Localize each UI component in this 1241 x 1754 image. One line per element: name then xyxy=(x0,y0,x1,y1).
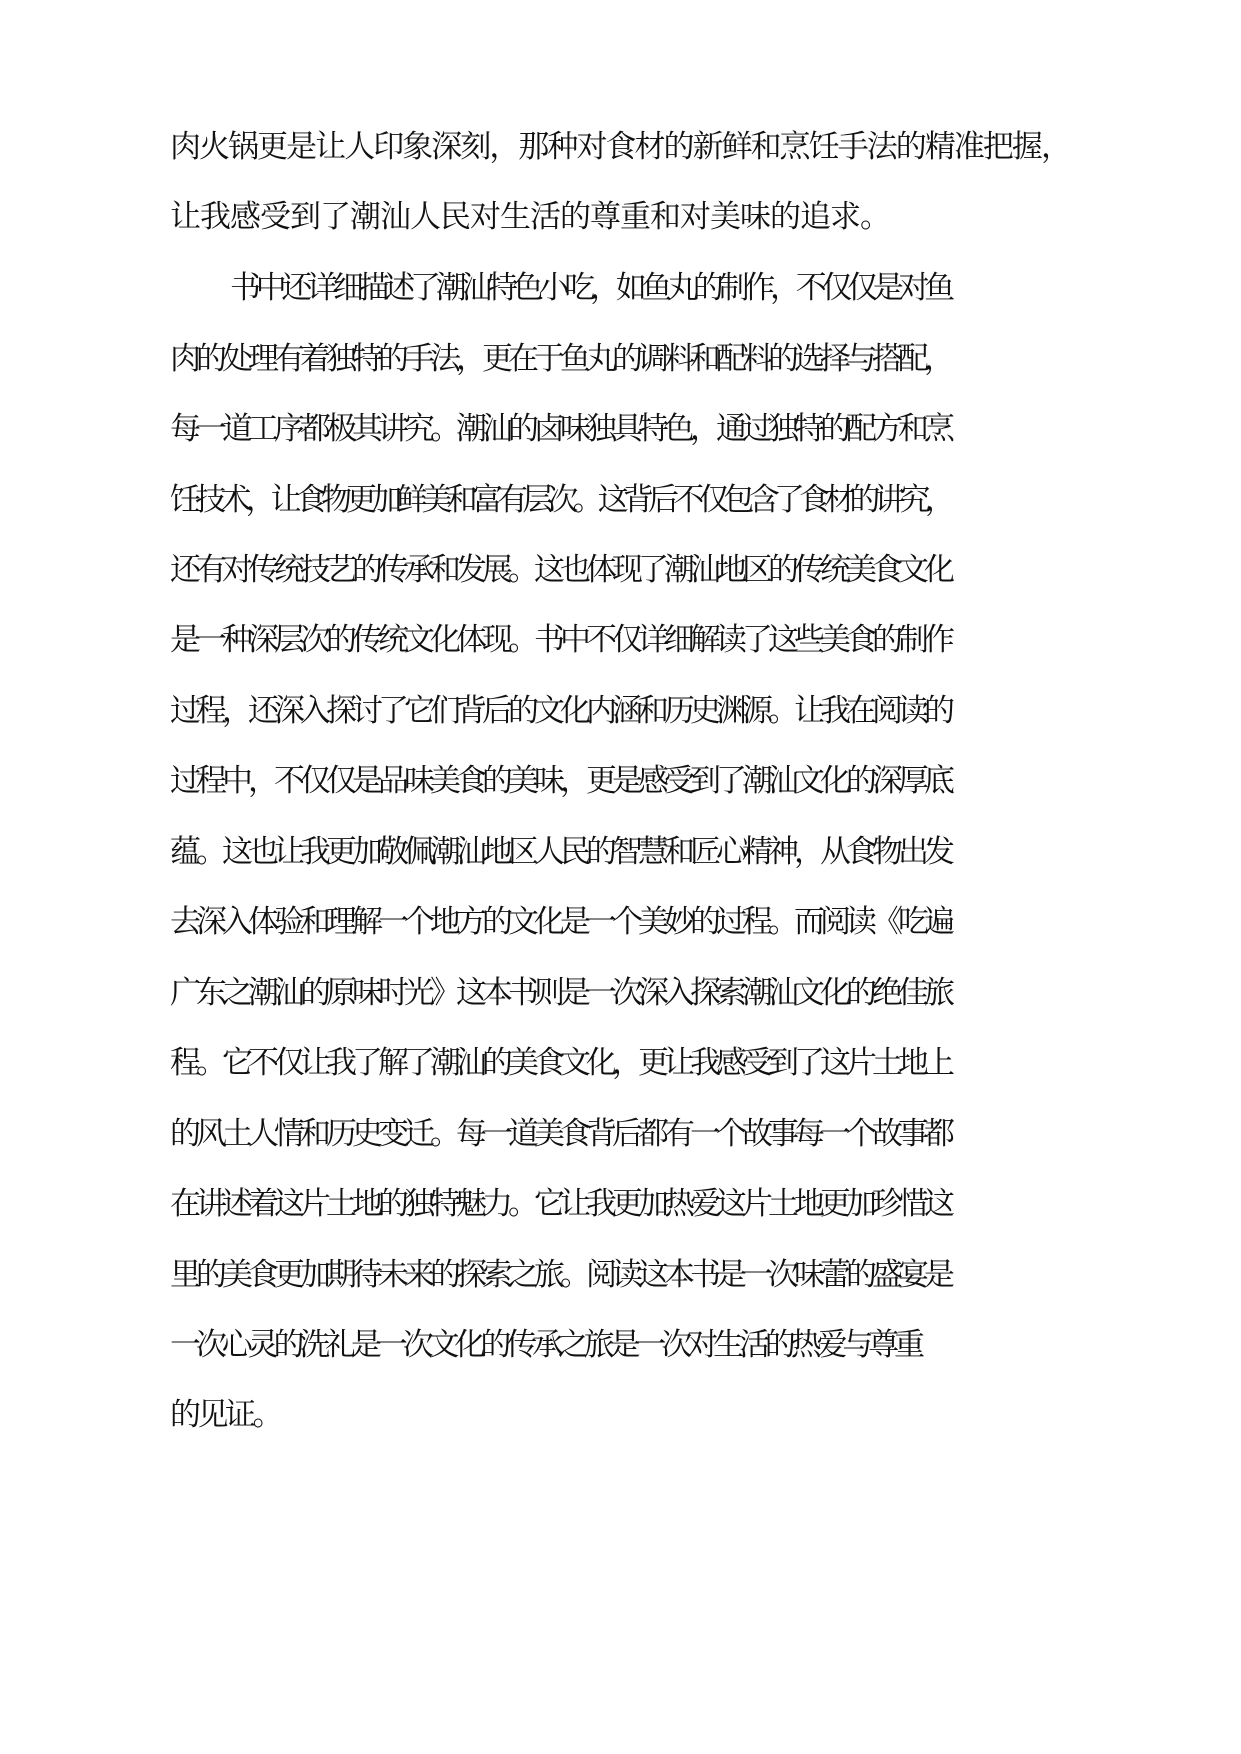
text-line-8: 是一种深层次的传统文化体现。书中不仅详细解读了这些美食的制作 xyxy=(170,622,950,658)
text-line-9: 过程，还深入探讨了它们背后的文化内涵和历史渊源。让我在阅读的 xyxy=(170,693,950,729)
text-line-19: 的见证。 xyxy=(170,1397,280,1433)
text-line-12: 去深入体验和理解一个地方的文化是一个美妙的过程。而阅读《吃遍 xyxy=(170,904,950,940)
paragraph-first-line: 书中还详细描述了潮汕特色小吃，如鱼丸的制作，不仅仅是对鱼 xyxy=(230,270,950,306)
text-line-14: 程。它不仅让我了解了潮汕的美食文化，更让我感受到了这片土地上 xyxy=(170,1045,950,1081)
text-line-2: 让我感受到了潮汕人民对生活的尊重和对美味的追求。 xyxy=(170,199,890,235)
text-line-5: 每一道工序都极其讲究。潮汕的卤味独具特色，通过独特的配方和烹 xyxy=(170,411,950,447)
text-line-16: 在讲述着这片土地的独特魅力。它让我更加热爱这片土地更加珍惜这 xyxy=(170,1186,950,1222)
text-line-6: 饪技术，让食物更加鲜美和富有层次。这背后不仅包含了食材的讲究， xyxy=(170,482,950,518)
text-line-15: 的风土人情和历史变迁。每一道美食背后都有一个故事每一个故事都 xyxy=(170,1116,950,1152)
text-line-10: 过程中，不仅仅是品味美食的美味，更是感受到了潮汕文化的深厚底 xyxy=(170,763,950,799)
text-line-7: 还有对传统技艺的传承和发展。这也体现了潮汕地区的传统美食文化 xyxy=(170,552,950,588)
text-line-13: 广东之潮汕的原味时光》这本书则是一次深入探索潮汕文化的绝佳旅 xyxy=(170,975,950,1011)
text-line-11: 蕴。这也让我更加敬佩潮汕地区人民的智慧和匠心精神，从食物出发 xyxy=(170,834,950,870)
text-line-4: 肉的处理有着独特的手法，更在于鱼丸的调料和配料的选择与搭配， xyxy=(170,341,950,377)
text-line-17: 里的美食更加期待未来的探索之旅。阅读这本书是一次味蕾的盛宴是 xyxy=(170,1257,950,1293)
text-line-1: 肉火锅更是让人印象深刻，那种对食材的新鲜和烹饪手法的精准把握， xyxy=(170,129,1070,165)
text-line-18: 一次心灵的洗礼是一次文化的传承之旅是一次对生活的热爱与尊重 xyxy=(170,1327,920,1363)
